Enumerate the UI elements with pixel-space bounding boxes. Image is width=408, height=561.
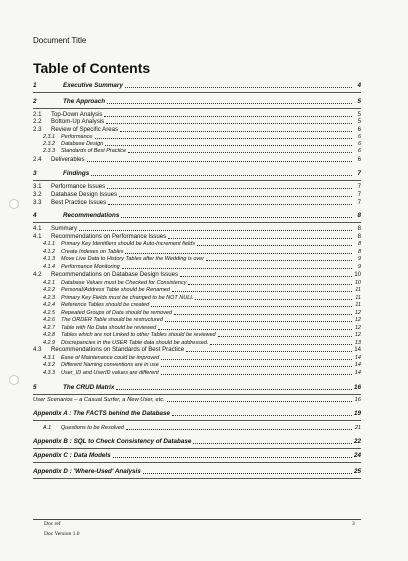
toc-dot-leader bbox=[95, 137, 353, 139]
toc-dot-leader bbox=[161, 373, 352, 375]
toc-dot-leader bbox=[120, 130, 352, 132]
toc-entry-title: Performance bbox=[61, 134, 93, 140]
toc-entry-title: Database Design Issues bbox=[51, 191, 118, 198]
toc-entry-page: 7 bbox=[357, 191, 361, 198]
toc-dot-leader bbox=[193, 442, 352, 444]
toc-entry-title: Findings bbox=[63, 170, 90, 177]
toc-entry-page: 11 bbox=[355, 295, 361, 301]
toc-entry[interactable] bbox=[33, 199, 361, 207]
toc-entry-page: 4 bbox=[357, 82, 361, 89]
toc-entry[interactable] bbox=[33, 384, 361, 392]
toc-entry-title: Repeated Groups of Data should be removed bbox=[61, 310, 172, 316]
footer-doc-version: Doc Version 1.0 bbox=[44, 531, 80, 537]
toc-dot-leader bbox=[122, 267, 352, 269]
toc-entry[interactable] bbox=[33, 286, 361, 294]
toc-entry-title: Recommendations bbox=[63, 212, 120, 219]
toc-entry-page: 14 bbox=[354, 370, 361, 376]
toc-entry-number: 2.4 bbox=[33, 156, 42, 163]
toc-entry-page: 8 bbox=[357, 233, 361, 240]
toc-dot-leader bbox=[91, 174, 352, 176]
toc-entry-page: 12 bbox=[354, 310, 361, 316]
toc-entry-page: 8 bbox=[357, 212, 361, 219]
toc-entry[interactable] bbox=[33, 396, 361, 404]
toc-dot-leader bbox=[168, 237, 352, 239]
toc-dot-leader bbox=[108, 203, 352, 205]
toc-entry-number: 3.2 bbox=[33, 191, 42, 198]
toc-entry-number: 4.3.1 bbox=[43, 355, 55, 361]
toc-dot-leader bbox=[106, 122, 352, 124]
toc-entry-number: 4.1 bbox=[33, 225, 42, 232]
toc-entry-number: 4 bbox=[33, 212, 37, 219]
toc-entry-title: Appendix B : SQL to Check Consistency of Database bbox=[33, 438, 192, 445]
toc-entry-page: 9 bbox=[357, 256, 361, 262]
toc-entry-number: 4.1.1 bbox=[43, 241, 55, 247]
toc-entry-page: 9 bbox=[357, 264, 361, 270]
toc-entry[interactable] bbox=[33, 147, 361, 155]
toc-entry-title: The CRUD Matrix bbox=[63, 384, 115, 391]
toc-entry[interactable] bbox=[33, 316, 361, 324]
toc-entry-page: 19 bbox=[353, 410, 361, 417]
section-divider bbox=[33, 394, 361, 395]
section-divider bbox=[33, 92, 361, 93]
toc-dot-leader bbox=[186, 350, 352, 352]
toc-dot-leader bbox=[105, 144, 352, 146]
toc-entry[interactable] bbox=[33, 156, 361, 164]
toc-entry-title: Database Values must be Checked for Consistency bbox=[61, 280, 187, 286]
toc-entry-title: The Approach bbox=[63, 98, 106, 105]
toc-entry-number: 4.2.6 bbox=[43, 317, 55, 323]
section-divider bbox=[33, 478, 361, 479]
toc-entry-number: 4.3.2 bbox=[43, 362, 55, 368]
toc-entry-title: User Scenarios – a Casual Surfer, a New User, etc. bbox=[33, 397, 165, 403]
toc-entry-number: 3.1 bbox=[33, 183, 42, 190]
toc-dot-leader bbox=[161, 358, 352, 360]
toc-entry-page: 8 bbox=[357, 225, 361, 232]
toc-dot-leader bbox=[107, 102, 352, 104]
toc-entry-title: Different Naming conventions are in use bbox=[61, 362, 159, 368]
toc-entry[interactable] bbox=[33, 346, 361, 354]
toc-entry-page: 7 bbox=[357, 183, 361, 190]
toc-entry[interactable] bbox=[33, 183, 361, 191]
toc-entry-title: Executive Summary bbox=[63, 82, 123, 89]
toc-entry-number: 2 bbox=[33, 98, 37, 105]
toc-entry-page: 5 bbox=[357, 98, 361, 105]
toc-dot-leader bbox=[218, 335, 352, 337]
toc-dot-leader bbox=[172, 414, 352, 416]
toc-dot-leader bbox=[119, 195, 352, 197]
toc-entry-number: 4.2.1 bbox=[43, 280, 55, 286]
section-divider bbox=[33, 180, 361, 181]
section-divider bbox=[33, 448, 361, 449]
toc-entry[interactable] bbox=[33, 331, 361, 339]
section-divider bbox=[33, 462, 361, 463]
punch-hole bbox=[9, 199, 19, 209]
toc-entry-number: 4.1 bbox=[33, 233, 42, 240]
toc-entry-page: 21 bbox=[354, 425, 361, 431]
document-title: Document Title bbox=[33, 36, 87, 45]
toc-entry[interactable] bbox=[33, 191, 361, 199]
toc-entry-page: 25 bbox=[353, 468, 361, 475]
toc-entry[interactable] bbox=[33, 240, 361, 248]
toc-entry-title: Deliverables bbox=[51, 156, 85, 163]
toc-heading: Table of Contents bbox=[33, 60, 151, 76]
toc-entry[interactable] bbox=[33, 212, 361, 220]
toc-entry-title: Tables which are not Linked to other Tables should be reviewed bbox=[61, 332, 216, 338]
toc-entry[interactable] bbox=[33, 170, 361, 178]
toc-entry-number: 3 bbox=[33, 170, 37, 177]
toc-entry-number: A.1 bbox=[43, 425, 52, 431]
toc-entry-title: Personal/Address Table should be Renamed bbox=[61, 287, 170, 293]
toc-entry[interactable] bbox=[33, 361, 361, 369]
toc-entry-page: 11 bbox=[355, 287, 361, 293]
toc-entry-page: 5 bbox=[357, 111, 361, 118]
toc-entry-number: 5 bbox=[33, 384, 37, 391]
toc-entry[interactable] bbox=[33, 410, 361, 418]
toc-entry-page: 12 bbox=[354, 317, 361, 323]
toc-entry-number: 4.2.5 bbox=[43, 310, 55, 316]
toc-entry-number: 2.1 bbox=[33, 111, 42, 118]
toc-entry-title: Database Design bbox=[61, 141, 104, 147]
toc-entry-number: 4.2.9 bbox=[43, 340, 55, 346]
footer-page-number: 3 bbox=[352, 521, 355, 527]
toc-entry-title: Summary bbox=[51, 225, 78, 232]
toc-entry[interactable] bbox=[33, 452, 361, 460]
toc-dot-leader bbox=[79, 229, 352, 231]
toc-dot-leader bbox=[128, 151, 352, 153]
toc-dot-leader bbox=[151, 305, 352, 307]
toc-dot-leader bbox=[167, 400, 352, 402]
toc-entry-title: Standards of Best Practice bbox=[61, 148, 127, 154]
toc-entry-page: 12 bbox=[354, 332, 361, 338]
toc-entry-number: 3.3 bbox=[33, 199, 42, 206]
toc-entry-number: 4.1.4 bbox=[43, 264, 55, 270]
toc-entry-title: Performance Issues bbox=[51, 183, 106, 190]
toc-entry-page: 5 bbox=[357, 118, 361, 125]
toc-dot-leader bbox=[107, 187, 352, 189]
toc-dot-leader bbox=[174, 313, 352, 315]
toc-dot-leader bbox=[143, 472, 352, 474]
toc-dot-leader bbox=[125, 86, 352, 88]
toc-entry-number: 4.1.3 bbox=[43, 256, 55, 262]
toc-entry-number: 2.3 bbox=[33, 126, 42, 133]
toc-dot-leader bbox=[197, 244, 352, 246]
toc-entry-page: 10 bbox=[354, 280, 361, 286]
toc-entry-page: 14 bbox=[354, 346, 361, 353]
toc-entry-page: 10 bbox=[354, 271, 361, 278]
toc-dot-leader bbox=[165, 320, 352, 322]
toc-entry-title: Discrepancies in the USER Table data should be addressed. bbox=[61, 340, 209, 346]
toc-dot-leader bbox=[126, 428, 352, 430]
toc-entry[interactable] bbox=[33, 271, 361, 279]
toc-entry-page: 11 bbox=[355, 302, 361, 308]
toc-entry-number: 4.3.3 bbox=[43, 370, 55, 376]
toc-entry-title: Appendix A : The FACTS behind the Database bbox=[33, 410, 171, 417]
toc-entry-title: Recommendations on Standards of Best Practice bbox=[51, 346, 185, 353]
toc-entry-page: 6 bbox=[357, 156, 361, 163]
toc-entry-page: 7 bbox=[357, 199, 361, 206]
toc-entry-number: 4.1.2 bbox=[43, 249, 55, 255]
toc-dot-leader bbox=[158, 328, 352, 330]
toc-entry-number: 2.3.3 bbox=[43, 148, 55, 154]
toc-dot-leader bbox=[113, 456, 352, 458]
toc-entry-page: 8 bbox=[357, 249, 361, 255]
toc-entry-title: Recommendations on Database Design Issues bbox=[51, 271, 179, 278]
toc-entry-page: 12 bbox=[354, 325, 361, 331]
toc-entry[interactable] bbox=[33, 82, 361, 90]
toc-entry[interactable] bbox=[33, 424, 361, 432]
toc-entry-page: 13 bbox=[354, 340, 361, 346]
toc-entry[interactable] bbox=[33, 468, 361, 476]
toc-entry-title: Bottom-Up Analysis bbox=[51, 118, 105, 125]
toc-entry-title: Appendix D : 'Where-Used' Analysis bbox=[33, 468, 141, 475]
toc-entry-title: Create Indexes on Tables bbox=[61, 249, 124, 255]
toc-entry-title: Appendix C : Data Models bbox=[33, 452, 111, 459]
toc-dot-leader bbox=[188, 283, 352, 285]
toc-entry-page: 6 bbox=[357, 134, 361, 140]
toc-entry-page: 24 bbox=[353, 452, 361, 459]
toc-entry[interactable] bbox=[33, 263, 361, 271]
toc-dot-leader bbox=[161, 365, 352, 367]
toc-entry-number: 2.2 bbox=[33, 118, 42, 125]
toc-entry-title: Top-Down Analysis bbox=[51, 111, 103, 118]
toc-dot-leader bbox=[195, 298, 352, 300]
toc-entry[interactable] bbox=[33, 369, 361, 377]
toc-entry-page: 16 bbox=[353, 384, 361, 391]
toc-entry-number: 1 bbox=[33, 82, 37, 89]
toc-entry-number: 4.2.7 bbox=[43, 325, 55, 331]
toc-dot-leader bbox=[172, 290, 352, 292]
toc-entry-number: 4.3 bbox=[33, 346, 42, 353]
toc-entry-number: 4.2.8 bbox=[43, 332, 55, 338]
toc-entry-title: Table with No Data should be reviewed bbox=[61, 325, 157, 331]
toc-dot-leader bbox=[210, 343, 352, 345]
toc-dot-leader bbox=[116, 388, 352, 390]
section-divider bbox=[33, 420, 361, 421]
toc-entry[interactable] bbox=[33, 438, 361, 446]
section-divider bbox=[33, 222, 361, 223]
toc-entry[interactable] bbox=[33, 255, 361, 263]
toc-entry-title: Reference Tables should be created bbox=[61, 302, 150, 308]
toc-dot-leader bbox=[121, 216, 352, 218]
toc-entry-page: 6 bbox=[357, 148, 361, 154]
toc-entry-title: The ORDER Table should be restructured bbox=[61, 317, 163, 323]
toc-entry[interactable] bbox=[33, 225, 361, 233]
toc-entry-title: Primary Key Identifiers should be Auto-Increment fields bbox=[61, 241, 195, 247]
toc-entry-title: Best Practice Issues bbox=[51, 199, 107, 206]
toc-dot-leader bbox=[104, 115, 352, 117]
toc-entry-title: Performance Monitoring bbox=[61, 264, 120, 270]
toc-entry-title: Questions to be Resolved bbox=[61, 425, 124, 431]
punch-hole bbox=[9, 375, 19, 385]
toc-entry-title: Move Live Data to History Tables after the Wedding is over bbox=[61, 256, 205, 262]
section-divider bbox=[33, 108, 361, 109]
toc-dot-leader bbox=[125, 252, 352, 254]
toc-entry-page: 7 bbox=[357, 170, 361, 177]
toc-entry-page: 8 bbox=[357, 241, 361, 247]
footer-rule bbox=[33, 519, 361, 520]
toc-entry-page: 14 bbox=[354, 362, 361, 368]
toc-entry-title: Recommendations on Performance Issues bbox=[51, 233, 167, 240]
toc-entry-number: 2.3.2 bbox=[43, 141, 55, 147]
toc-entry-page: 6 bbox=[357, 141, 361, 147]
toc-entry-page: 16 bbox=[354, 397, 361, 403]
toc-dot-leader bbox=[206, 259, 352, 261]
toc-entry[interactable] bbox=[33, 301, 361, 309]
toc-entry-number: 4.2.2 bbox=[43, 287, 55, 293]
toc-dot-leader bbox=[180, 275, 352, 277]
toc-entry-title: Ease of Maintenance could be improved bbox=[61, 355, 160, 361]
toc-entry-page: 22 bbox=[353, 438, 361, 445]
toc-entry-page: 6 bbox=[357, 126, 361, 133]
toc-entry[interactable] bbox=[33, 118, 361, 126]
toc-entry-title: Primary Key Fields must be changed to be NOT NULL bbox=[61, 295, 194, 301]
toc-entry-title: Review of Specific Areas bbox=[51, 126, 119, 133]
toc-entry-page: 14 bbox=[354, 355, 361, 361]
toc-entry-title: User_ID and UserID values are different bbox=[61, 370, 159, 376]
toc-entry-number: 4.2.3 bbox=[43, 295, 55, 301]
toc-entry-number: 2.3.1 bbox=[43, 134, 55, 140]
toc-entry-number: 4.2.4 bbox=[43, 302, 55, 308]
footer-doc-ref: Doc ref bbox=[44, 521, 61, 527]
toc-entry-number: 4.2 bbox=[33, 271, 42, 278]
toc-dot-leader bbox=[87, 160, 352, 162]
toc-entry[interactable] bbox=[33, 98, 361, 106]
